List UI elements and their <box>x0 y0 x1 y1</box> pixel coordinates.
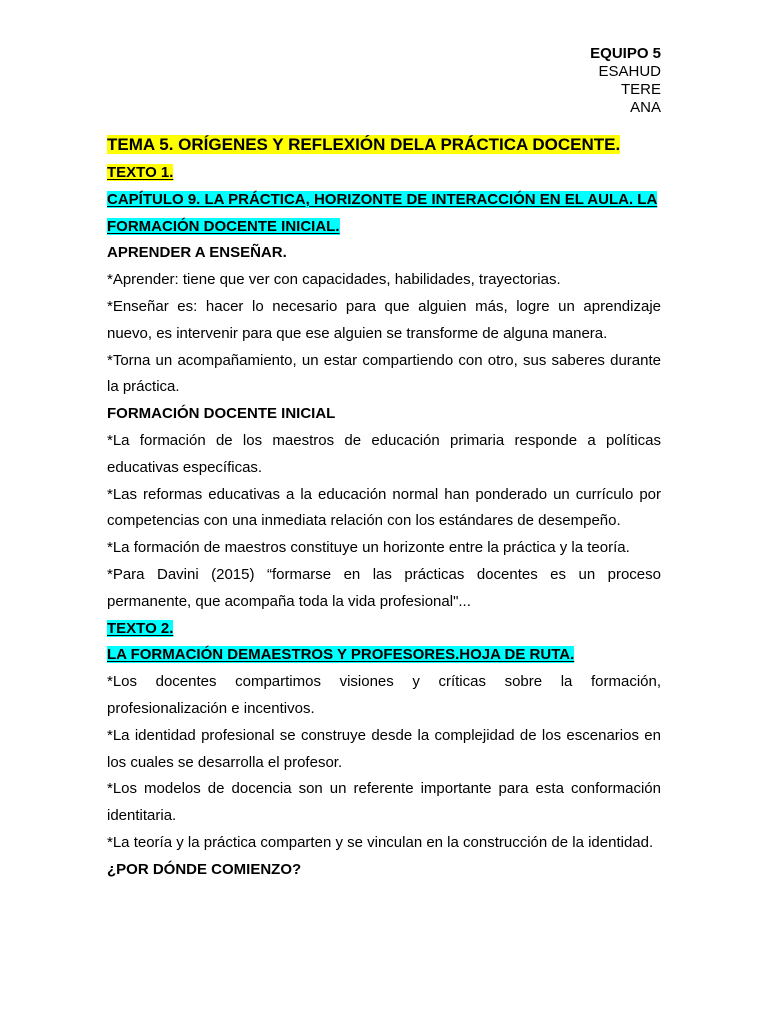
texto2-label-text: TEXTO 2. <box>107 619 174 637</box>
team-name: EQUIPO 5 <box>590 45 661 62</box>
bullet-paragraph: *Los docentes compartimos visiones y críticas sobre la formación, profesionalización e incentivos. <box>107 673 661 717</box>
chapter-title <box>107 187 661 241</box>
bullet-paragraph: *Enseñar es: hacer lo necesario para que alguien más, logre un aprendizaje nuevo, es intervenir para que ese alguien se transforme de alguna manera. <box>107 297 661 342</box>
bullet-paragraph: *La formación de los maestros de educación primaria responde a políticas educativas específicas. <box>107 431 661 476</box>
team-member: ANA <box>630 99 661 116</box>
final-question: ¿POR DÓNDE COMIENZO? <box>107 860 302 878</box>
chapter-title-text: CAPÍTULO 9. LA PRÁCTICA, HORIZONTE DE INTERACCIÓN EN EL AULA. LA FORMACIÓN DOCENTE INICIAL. <box>107 190 658 235</box>
bullet-paragraph: *Para Davini (2015) “formarse en las prácticas docentes es un proceso permanente, que acompaña toda la vida profesional"... <box>107 565 661 610</box>
texto1-label-text: TEXTO 1. <box>107 164 174 181</box>
bullet-paragraph: *La identidad profesional se construye desde la complejidad de los escenarios en los cuales se desarrolla el profesor. <box>107 726 661 771</box>
team-member: ESAHUD <box>598 63 661 80</box>
section-heading-aprender: APRENDER A ENSEÑAR. <box>107 244 287 262</box>
title-text: TEMA 5. ORÍGENES Y REFLEXIÓN DELA PRÁCTICA DOCENTE. <box>107 135 621 154</box>
texto2-label <box>107 616 661 643</box>
team-member: TERE <box>620 81 661 98</box>
bullet-paragraph: *Los modelos de docencia son un referente importante para esta conformación identitaria. <box>107 780 661 825</box>
texto1-label <box>107 160 661 187</box>
texto2-title-text: LA FORMACIÓN DEMAESTROS Y PROFESORES.HOJA DE RUTA. <box>107 646 575 664</box>
bullet-paragraph: *La formación de maestros constituye un horizonte entre la práctica y la teoría. <box>107 539 630 557</box>
team-block <box>590 45 661 117</box>
document-body <box>107 130 661 884</box>
texto2-title <box>107 642 661 669</box>
bullet-paragraph: *Aprender: tiene que ver con capacidades, habilidades, trayectorias. <box>107 271 561 289</box>
bullet-paragraph: *Torna un acompañamiento, un estar compartiendo con otro, sus saberes durante la práctica. <box>107 351 661 396</box>
bullet-paragraph: *La teoría y la práctica comparten y se vinculan en la construcción de la identidad. <box>107 833 654 851</box>
bullet-paragraph: *Las reformas educativas a la educación normal han ponderado un currículo por competencias con una inmediata relación con los estándares de desempeño. <box>107 485 661 530</box>
section-heading-formacion: FORMACIÓN DOCENTE INICIAL <box>107 405 336 423</box>
document-title <box>107 130 661 160</box>
